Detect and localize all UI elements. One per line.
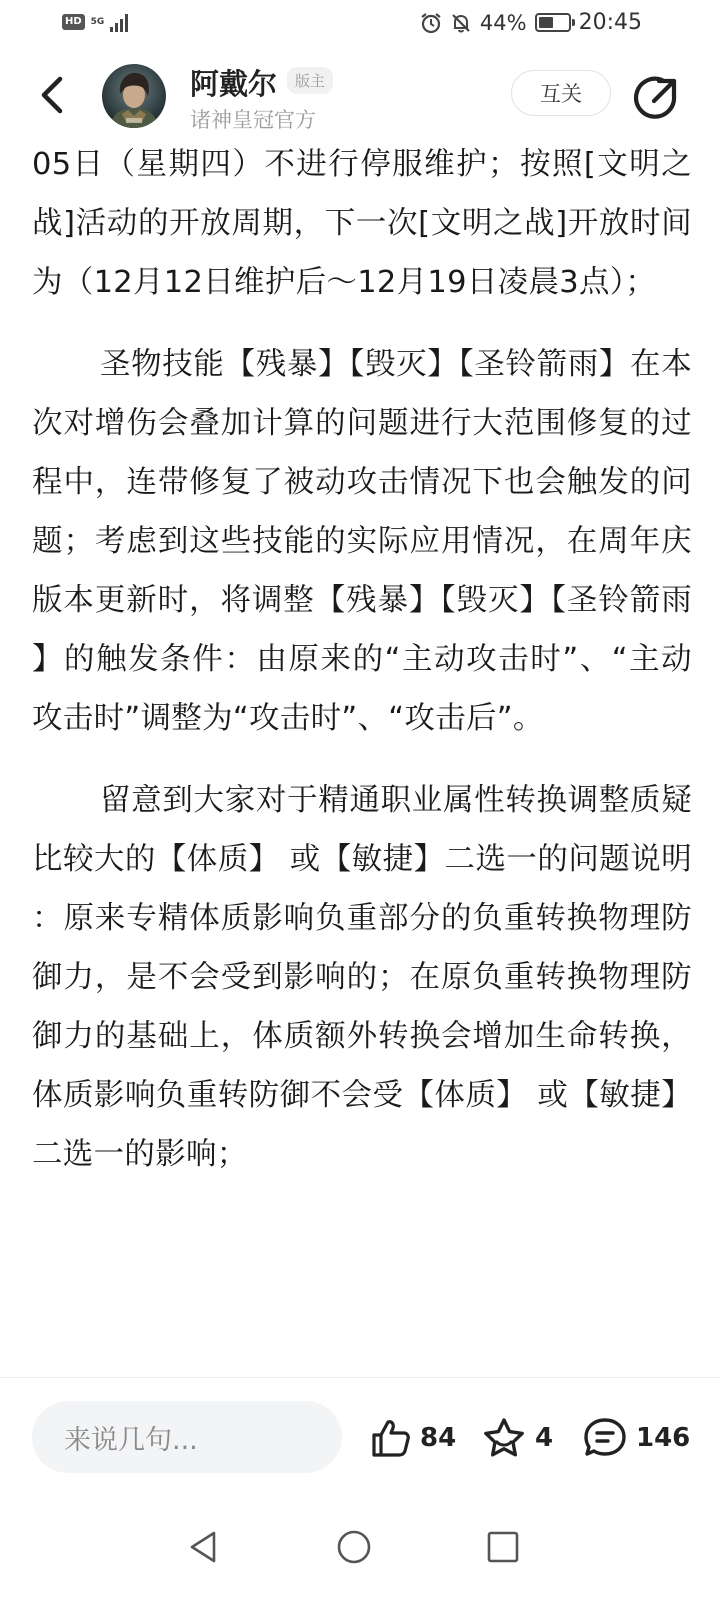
comment-count: 146 — [636, 1423, 691, 1453]
article-paragraph-1: 05日（星期四）不进行停服维护；按照[文明之战]活动的开放周期，下一次[文明之战]开放时间为（12月12日维护后～12月19日凌晨3点）； — [32, 147, 692, 300]
alarm-icon — [420, 12, 442, 34]
comment-placeholder: 来说几句... — [64, 1424, 198, 1456]
star-icon — [481, 1416, 527, 1460]
status-bar — [0, 0, 720, 48]
avatar-image — [102, 64, 166, 128]
nav-back-icon — [186, 1529, 220, 1565]
nav-recents-button[interactable] — [483, 1527, 523, 1567]
nav-home-icon — [336, 1529, 372, 1565]
nav-back-button[interactable] — [183, 1527, 223, 1567]
status-time: 20:45 — [578, 10, 642, 35]
bottom-action-bar — [0, 1377, 720, 1495]
back-arrow-icon — [38, 75, 66, 115]
back-button[interactable] — [30, 70, 74, 120]
nav-recents-icon — [486, 1530, 520, 1564]
article-paragraph-3: 留意到大家对于精通职业属性转换调整质疑比较大的【体质】 或【敏捷】二选一的问题说明：原来专精体质影响负重部分的负重转换物理防御力，是不会受到影响的；在原负重转换物理防御力的基础上，体质额外转换会增加生命转换，体质影响负重转防御不会受【体质】 或【敏捷】二选一的影响； — [32, 783, 692, 1172]
moderator-badge: 版主 — [287, 67, 333, 94]
like-count: 84 — [420, 1423, 457, 1453]
signal-icon — [110, 12, 132, 32]
author-name[interactable]: 阿戴尔 — [190, 67, 278, 101]
follow-button[interactable]: 互关 — [511, 70, 611, 116]
author-avatar[interactable] — [102, 64, 166, 128]
battery-icon — [535, 13, 571, 32]
network-label: 5G — [90, 16, 105, 27]
author-subtitle: 诸神皇冠官方 — [190, 108, 316, 132]
status-right — [420, 10, 642, 35]
thumbs-up-icon — [370, 1417, 412, 1459]
like-button[interactable] — [370, 1414, 456, 1462]
hd-badge: HD — [62, 14, 85, 30]
battery-percent: 44% — [479, 10, 527, 35]
post-header — [0, 50, 720, 142]
share-button[interactable] — [632, 74, 680, 122]
status-left — [62, 12, 132, 32]
comment-button[interactable] — [582, 1414, 690, 1462]
favorite-count: 4 — [535, 1423, 554, 1453]
article-paragraph-2: 圣物技能【残暴】【毁灭】【圣铃箭雨】在本次对增伤会叠加计算的问题进行大范围修复的过程中，连带修复了被动攻击情况下也会触发的问题；考虑到这些技能的实际应用情况，在周年庆版本更新时，将调整【残暴】【毁灭】【圣铃箭雨】的触发条件：由原来的“主动攻击时”、“主动攻击时”调整为“攻击时”、“攻击后”。 — [32, 347, 692, 736]
article-body — [0, 135, 720, 1377]
battery-fill — [539, 17, 553, 28]
share-icon — [632, 74, 680, 122]
comment-input[interactable] — [32, 1401, 342, 1473]
nav-home-button[interactable] — [334, 1527, 374, 1567]
bell-off-icon — [450, 12, 472, 34]
system-nav-bar — [0, 1495, 720, 1600]
favorite-button[interactable] — [481, 1414, 553, 1462]
comment-icon — [582, 1416, 628, 1460]
